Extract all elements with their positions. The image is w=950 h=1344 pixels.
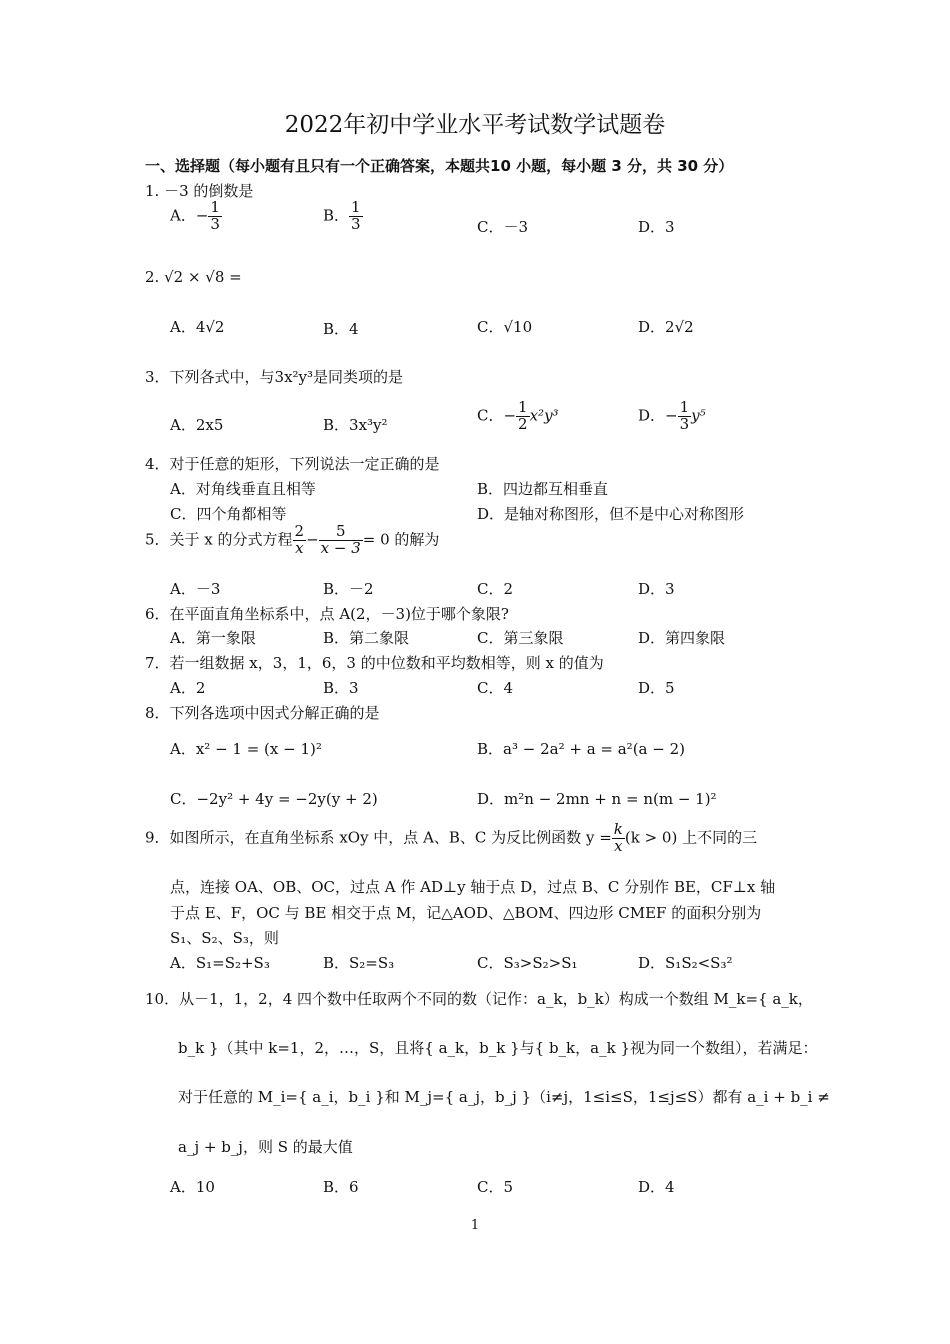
question-10-line-3: 对于任意的 M_i={ a_i，b_i }和 M_j={ a_j，b_j }（i≠j，1≤i≤S，1≤j≤S）都有 a_i + b_i ≠ xyxy=(178,1088,830,1106)
q9-option-b: B．S₂=S₃ xyxy=(323,954,395,972)
q5-option-d: D．3 xyxy=(638,580,675,598)
question-2-stem: 2. √2 × √8 = xyxy=(145,268,242,286)
q10-option-d: D．4 xyxy=(638,1178,675,1196)
q9-option-d: D．S₁S₂<S₃² xyxy=(638,954,733,972)
q8-option-a: A．x² − 1 = (x − 1)² xyxy=(170,740,322,758)
question-10-line-4: a_j + b_j，则 S 的最大值 xyxy=(178,1138,353,1156)
q6-option-b: B．第二象限 xyxy=(323,629,410,647)
q5-option-b: B．－2 xyxy=(323,580,374,598)
q1-option-c: C．－3 xyxy=(477,218,529,236)
q2-option-a: A．4√2 xyxy=(170,318,225,336)
q2-option-b: B．4 xyxy=(323,320,359,338)
q4-option-c: C．四个角都相等 xyxy=(170,505,287,523)
q3-option-b: B．3x³y² xyxy=(323,416,388,434)
q5-option-a: A．－3 xyxy=(170,580,221,598)
question-8-stem: 8．下列各选项中因式分解正确的是 xyxy=(145,704,380,722)
q8-option-d: D．m²n − 2mn + n = n(m − 1)² xyxy=(477,790,717,808)
question-9-line-2: 点，连接 OA、OB、OC，过点 A 作 AD⊥y 轴于点 D，过点 B、C 分别作 BE，CF⊥x 轴 xyxy=(170,878,776,896)
question-9-line-1: 9．如图所示，在直角坐标系 xOy 中，点 A、B、C 为反比例函数 y = $\frac{k}{x}$ (k > 0) 上不同的三 xyxy=(145,820,758,855)
question-1-stem: 1. －3 的倒数是 xyxy=(145,182,254,200)
q7-option-a: A．2 xyxy=(170,679,206,697)
page-number: 1 xyxy=(470,1218,480,1233)
question-10-line-2: b_k }（其中 k=1，2，…，S，且将{ a_k，b_k }与{ b_k，a_k }视为同一个数组），若满足： xyxy=(178,1039,818,1057)
question-6-stem: 6．在平面直角坐标系中，点 A(2，－3)位于哪个象限? xyxy=(145,605,509,623)
question-9-line-4: S₁、S₂、S₃，则 xyxy=(170,929,279,947)
q1-option-a: A．− $\frac{1}{3}$ xyxy=(170,198,220,233)
q8-option-b: B．a³ − 2a² + a = a²(a − 2) xyxy=(477,740,685,758)
q7-option-b: B．3 xyxy=(323,679,359,697)
question-7-stem: 7．若一组数据 x，3，1，6，3 的中位数和平均数相等，则 x 的值为 xyxy=(145,654,604,672)
q8-option-c: C．−2y² + 4y = −2y(y + 2) xyxy=(170,790,378,808)
q2-option-c: C．√10 xyxy=(477,318,533,336)
q10-option-a: A．10 xyxy=(170,1178,215,1196)
q9-option-c: C．S₃>S₂>S₁ xyxy=(477,954,578,972)
q4-option-d: D．是轴对称图形，但不是中心对称图形 xyxy=(477,505,745,523)
section-heading: 一、选择题（每小题有且只有一个正确答案，本题共10 小题，每小题 3 分，共 30 分） xyxy=(145,157,734,175)
q4-option-a: A．对角线垂直且相等 xyxy=(170,480,316,498)
question-3-stem: 3．下列各式中，与3x²y³是同类项的是 xyxy=(145,368,404,386)
q10-option-c: C．5 xyxy=(477,1178,514,1196)
q9-option-a: A．S₁=S₂+S₃ xyxy=(170,954,270,972)
q4-option-b: B．四边都互相垂直 xyxy=(477,480,609,498)
question-5-stem: 5．关于 x 的分式方程 $\frac{2}{x}$ − $\frac{5}{x - 3}$ = 0 的解为 xyxy=(145,522,440,557)
page-title: 2022年初中学业水平考试数学试题卷 xyxy=(284,112,666,138)
question-9-line-3: 于点 E、F，OC 与 BE 相交于点 M，记△AOD、△BOM、四边形 CMEF 的面积分别为 xyxy=(170,904,762,922)
q3-option-c: C．− $\frac{1}{2}$ x²y³ xyxy=(477,398,559,433)
question-10-line-1: 10．从－1，1，2，4 四个数中任取两个不同的数（记作：a_k，b_k）构成一个数组 M_k={ a_k， xyxy=(145,990,813,1008)
q3-option-d: D．− $\frac{1}{3}$ y⁵ xyxy=(638,398,706,433)
question-4-stem: 4．对于任意的矩形，下列说法一定正确的是 xyxy=(145,455,440,473)
q1-option-b: B． $\frac{1}{3}$ xyxy=(323,198,361,233)
q10-option-b: B．6 xyxy=(323,1178,359,1196)
q5-option-c: C．2 xyxy=(477,580,514,598)
q7-option-d: D．5 xyxy=(638,679,675,697)
q3-option-a: A．2x5 xyxy=(170,416,224,434)
q1-option-d: D．3 xyxy=(638,218,675,236)
q2-option-d: D．2√2 xyxy=(638,318,694,336)
q6-option-c: C．第三象限 xyxy=(477,629,564,647)
q6-option-d: D．第四象限 xyxy=(638,629,726,647)
q6-option-a: A．第一象限 xyxy=(170,629,256,647)
q7-option-c: C．4 xyxy=(477,679,514,697)
